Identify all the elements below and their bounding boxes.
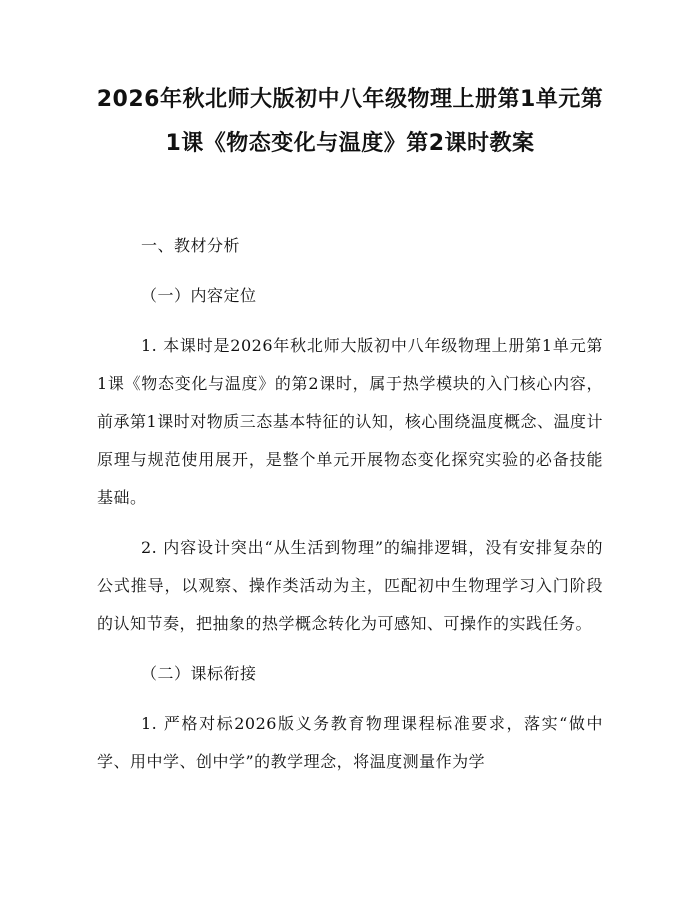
paragraph-content-positioning-2: 2. 内容设计突出“从生活到物理”的编排逻辑，没有安排复杂的公式推导，以观察、操作类活动为主，匹配初中生物理学习入门阶段的认知节奏，把抽象的热学概念转化为可感知、可操作的实践任务。 <box>97 538 603 633</box>
subsection-heading-content-positioning: （一）内容定位 <box>141 286 257 305</box>
section-heading-teaching-material-analysis: 一、教材分析 <box>141 236 241 255</box>
document-body <box>97 227 603 793</box>
subsection-heading-curriculum-alignment: （二）课标衔接 <box>141 664 257 683</box>
paragraph-content-positioning-1: 1. 本课时是2026年秋北师大版初中八年级物理上册第1单元第1课《物态变化与温度》的第2课时，属于热学模块的入门核心内容，前承第1课时对物质三态基本特征的认知，核心围绕温度概念、温度计原理与规范使用展开，是整个单元开展物态变化探究实验的必备技能基础。 <box>97 336 603 507</box>
paragraph-curriculum-alignment-1: 1. 严格对标2026版义务教育物理课程标准要求，落实“做中学、用中学、创中学”的教学理念，将温度测量作为学 <box>97 714 603 771</box>
document-title: 2026年秋北师大版初中八年级物理上册第1单元第1课《物态变化与温度》第2课时教案 <box>96 87 604 156</box>
